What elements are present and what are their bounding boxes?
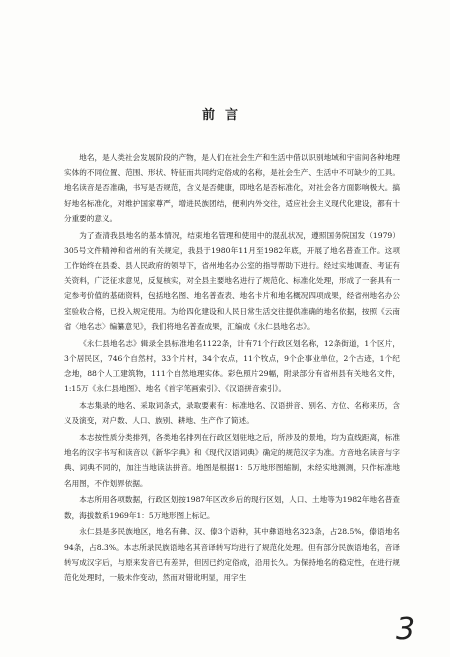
page-title: 前言 xyxy=(201,108,248,123)
paragraph: 永仁县是多民族地区，地名有彝、汉、傣3个语种，其中彝语地名323条，占28.5%，傣语地名94条，占8.3%。本志所录民族语地名其音译转写均进行了规范化处理。但有部分民族语地名，音译转写成汉字后，与原来发音已有差异，但因已约定俗成，沿用长久。为保持地名的稳定性，在进行规范化处理时，一般未作变动，然而对错讹明显，用字生 xyxy=(64,527,400,583)
paragraph: 《永仁县地名志》辑录全县标准地名1122条，计有71个行政区划名称，12条街道，1个区片，3个居民区，746个自然村，33个片村，34个农点，11个牧点，9个企事业单位，2个古迹，1个纪念地，88个人工建筑物，111个自然地理实体。彩色照片29幅，附录部分有省州县有关地名文件，1:15万《永仁县地图》、地名《首字笔画索引》、《汉语拼音索引》。 xyxy=(64,338,400,394)
paragraph: 本志所用各项数据，行政区划按1987年区改乡后的现行区划，人口、土地等为1982年地名普查数，海拔数系1969年1：5万地形图上标记。 xyxy=(64,495,400,520)
body-text xyxy=(64,150,400,587)
paragraph: 地名，是人类社会发展阶段的产物，是人们在社会生产和生活中借以识别地域和宇宙间各种地理实体的不同位置、范围、形状、特征而共同约定俗成的名称，是社会生产、生活中不可缺少的工具。地名读音是否准确，书写是否规范，含义是否健康，即地名是否标准化，对社会各方面影响极大。搞好地名标准化，对维护国家尊严，增进民族团结，便利内外交往，适应社会主义现代化建设，都有十分重要的意义。 xyxy=(64,153,400,223)
paragraph: 本志集录的地名、采取词条式，录取要素有：标准地名、汉语拼音、别名、方位、名称来历，含义及演变，对户数、人口、族别、耕地、生产作了简述。 xyxy=(64,401,400,426)
paragraph: 本志按性质分类排列，各类地名排列在行政区划驻地之后，所涉及的景地，均为直线距离，标准地名的汉字书写和读音以《新华字典》和《现代汉语词典》确定的规范汉字为准。方音地名读音与字典、词典不同的，加注当地读法拼音。地图是根据1：5万地形图缩制，未经实地测测，只作标准地名用图，不作划界依据。 xyxy=(64,433,400,488)
paragraph: 为了查清我县地名的基本情况，结束地名管理和使用中的混乱状况，遵照国务院国发（1979）305号文件精神和省州的有关规定，我县于1980年11月至1982年底，开展了地名普查工作。这项工作始终在县委、县人民政府的领导下，省州地名办公室的指导帮助下进行。经过实地调查、考证有关资料，广泛征求意见，反复核实，对全县主要地名进行了规范化、标准化处理，形成了一套具有一定参考价值的基础资料，包括地名图、地名普查表、地名卡片和地名概况四项成果，经省州地名办公室验收合格，已投入规定使用。为给四化建设和人民日常生活交往提供准确的地名依据，按照《云南省〈地名志〉编纂意见》，我们将地名普查成果，汇编成《永仁县地名志》。 xyxy=(64,230,400,331)
page-number: 3 xyxy=(396,612,416,647)
